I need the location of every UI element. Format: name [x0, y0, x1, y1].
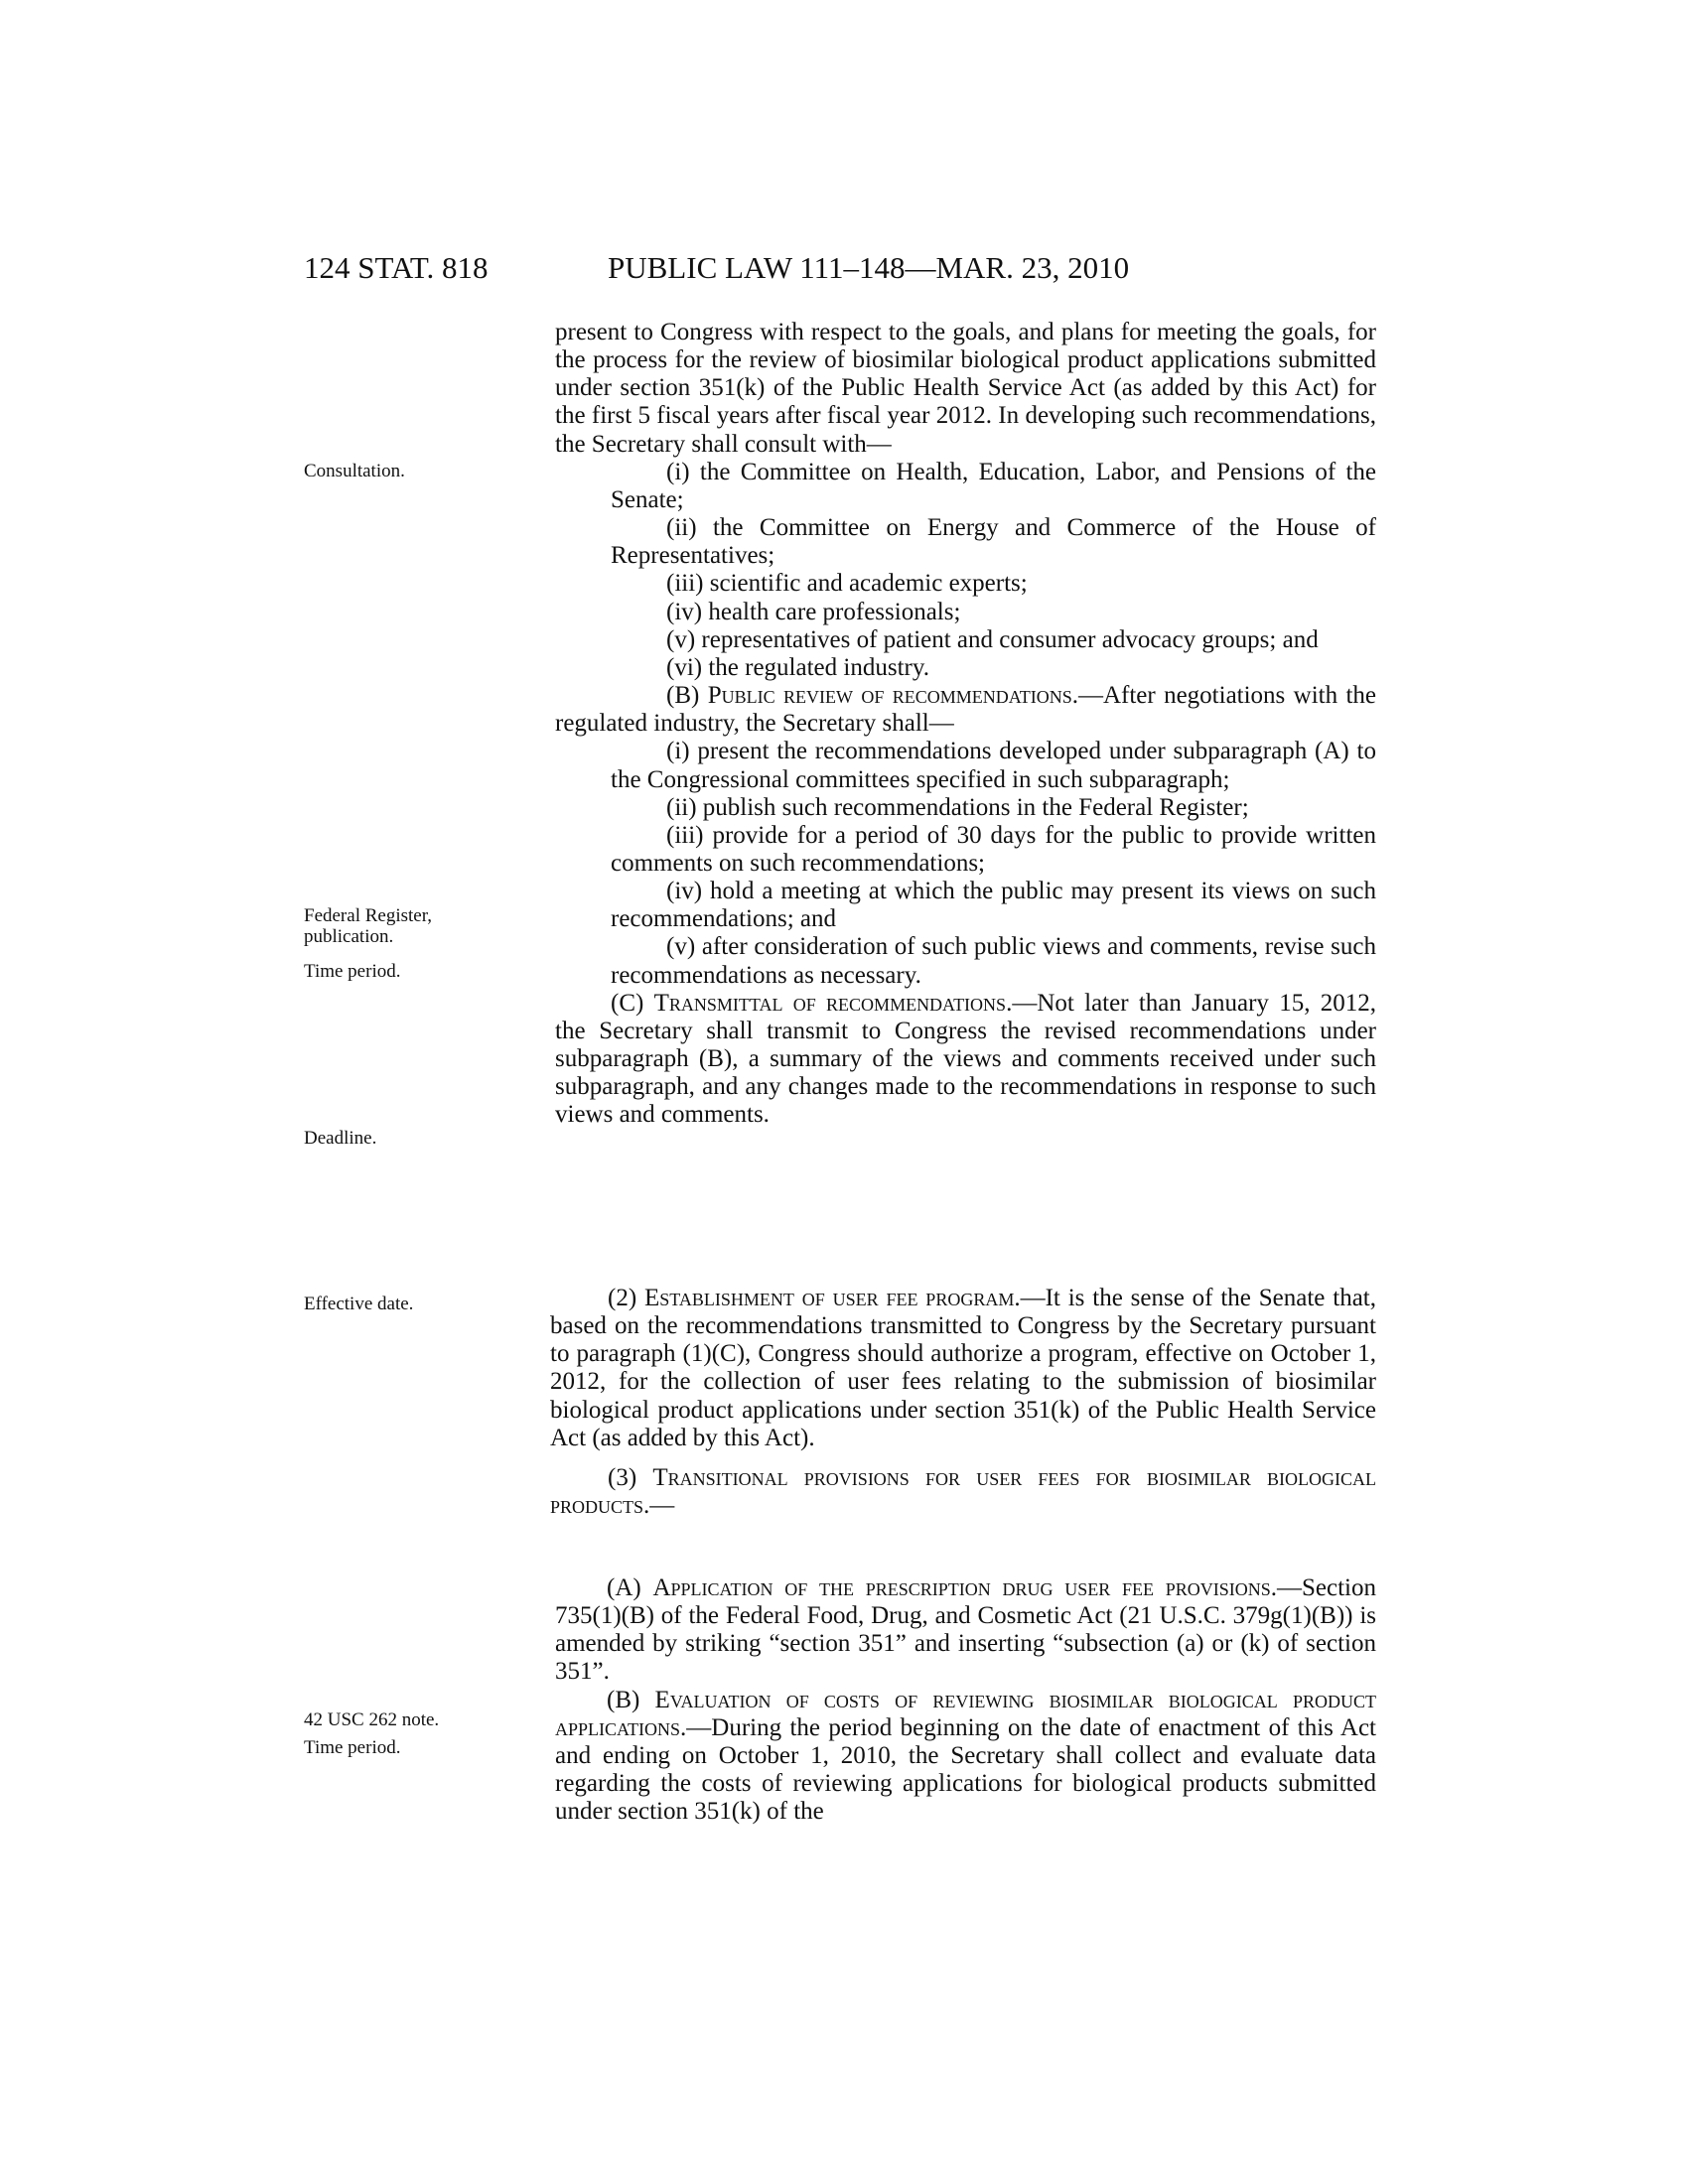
clause-b-iii: (iii) provide for a period of 30 days for the public to provide written comments on such recommendations;: [611, 821, 1376, 877]
paragraph-3a-prefix: (A): [607, 1574, 653, 1601]
paragraph-3-prefix: (3): [608, 1463, 653, 1491]
margin-note-deadline: Deadline.: [304, 1128, 377, 1149]
margin-note-time-period: Time period.: [304, 961, 401, 982]
clause-b-ii: (ii) publish such recommendations in the Federal Register;: [666, 793, 1249, 821]
body-text-subparagraphs: [555, 1574, 1376, 1826]
paragraph-continuation: present to Congress with respect to the goals, and plans for meeting the goals, for the process for the review of biosimilar biological product applications submitted under section 351(k) of the Public Health Service Act (as added by this Act) for the first 5 fiscal years after fiscal year 2012. In developing such recommendations, the Secretary shall consult with—: [555, 319, 1376, 458]
margin-note-usc-note: 42 USC 262 note.: [304, 1709, 440, 1730]
clause-a-i: (i) the Committee on Health, Education, Labor, and Pensions of the Senate;: [611, 458, 1376, 513]
clause-a-ii: (ii) the Committee on Energy and Commerce of the House of Representatives;: [611, 514, 1376, 570]
clause-b-v: (v) after consideration of such public views and comments, revise such recommendations as necessary.: [611, 933, 1376, 989]
body-text: [555, 319, 1376, 1130]
subparagraph-c-heading: Transmittal of recommendations: [653, 989, 1007, 1017]
subparagraph-b: [555, 682, 1376, 738]
paragraph-3a-heading: Application of the prescription drug user fee provisions: [652, 1574, 1271, 1601]
margin-note-consultation: Consultation.: [304, 461, 405, 481]
paragraph-3-heading: Transitional provisions for user fees for biosimilar biological products: [550, 1463, 1376, 1520]
paragraph-3-text: .—: [643, 1492, 675, 1520]
paragraph-3a: [555, 1574, 1376, 1687]
margin-note-federal-register: Federal Register,: [304, 905, 433, 926]
paragraph-2-heading: Establishment of user fee program: [644, 1285, 1015, 1311]
paragraph-3: [550, 1464, 1376, 1520]
subparagraph-b-text: .—After negotiations with the regulated industry, the Secretary shall—: [555, 682, 1377, 738]
margin-note-publication: publication.: [304, 926, 394, 947]
clause-a-iv: (iv) health care professionals;: [666, 598, 961, 625]
paragraph-3b: [555, 1687, 1376, 1827]
margin-note-time-period-2: Time period.: [304, 1737, 401, 1758]
clause-a-vi: (vi) the regulated industry.: [666, 653, 929, 681]
paragraph-3b-text: .—During the period beginning on the date of enactment of this Act and ending on October 1, 2010, the Secretary shall collect and evaluate data regarding the costs of reviewing applications for biological products submitted under section 351(k) of the: [555, 1713, 1376, 1826]
subparagraph-c-prefix: (C): [611, 989, 654, 1017]
paragraph-3b-prefix: (B): [607, 1686, 655, 1713]
margin-note-effective-date: Effective date.: [304, 1294, 414, 1314]
body-text-lower: [550, 1285, 1376, 1520]
paragraph-2: [550, 1285, 1376, 1452]
clause-b-iv: (iv) hold a meeting at which the public may present its views on such recommendations; and: [611, 878, 1376, 933]
clause-a-iii: (iii) scientific and academic experts;: [666, 570, 1028, 598]
subparagraph-b-prefix: (B): [666, 682, 708, 710]
paragraph-2-text: .—It is the sense of the Senate that, based on the recommendations transmitted to Congress by the Secretary pursuant to paragraph (1)(C), Congress should authorize a program, effective on October 1, 2012, for the collection of user fees relating to the submission of biosimilar biological product applications under section 351(k) of the Public Health Service Act (as added by this Act).: [550, 1285, 1376, 1451]
running-header-title: PUBLIC LAW 111–148—MAR. 23, 2010: [608, 250, 1130, 285]
subparagraph-c: [555, 990, 1376, 1130]
clause-b-i: (i) present the recommendations developed under subparagraph (A) to the Congressional committees specified in such subparagraph;: [611, 738, 1376, 793]
subparagraph-c-text: .—Not later than January 15, 2012, the Secretary shall transmit to Congress the revised recommendations under subparagraph (B), a summary of the views and comments received under such subparagraph, and any changes made to the recommendations in response to such views and comments.: [555, 989, 1377, 1129]
subparagraph-b-heading: Public review of recommendations: [707, 682, 1072, 710]
statute-page-number: 124 STAT. 818: [304, 250, 489, 285]
paragraph-3b-heading: Evaluation of costs of reviewing biosimilar biological product applications: [555, 1686, 1377, 1741]
paragraph-2-prefix: (2): [608, 1285, 645, 1311]
paragraph-3a-text: .—Section 735(1)(B) of the Federal Food, Drug, and Cosmetic Act (21 U.S.C. 379g(1)(B)) is amended by striking “section 351” and inserting “subsection (a) or (k) of section 351”.: [555, 1574, 1376, 1686]
clause-a-v: (v) representatives of patient and consumer advocacy groups; and: [666, 625, 1319, 653]
